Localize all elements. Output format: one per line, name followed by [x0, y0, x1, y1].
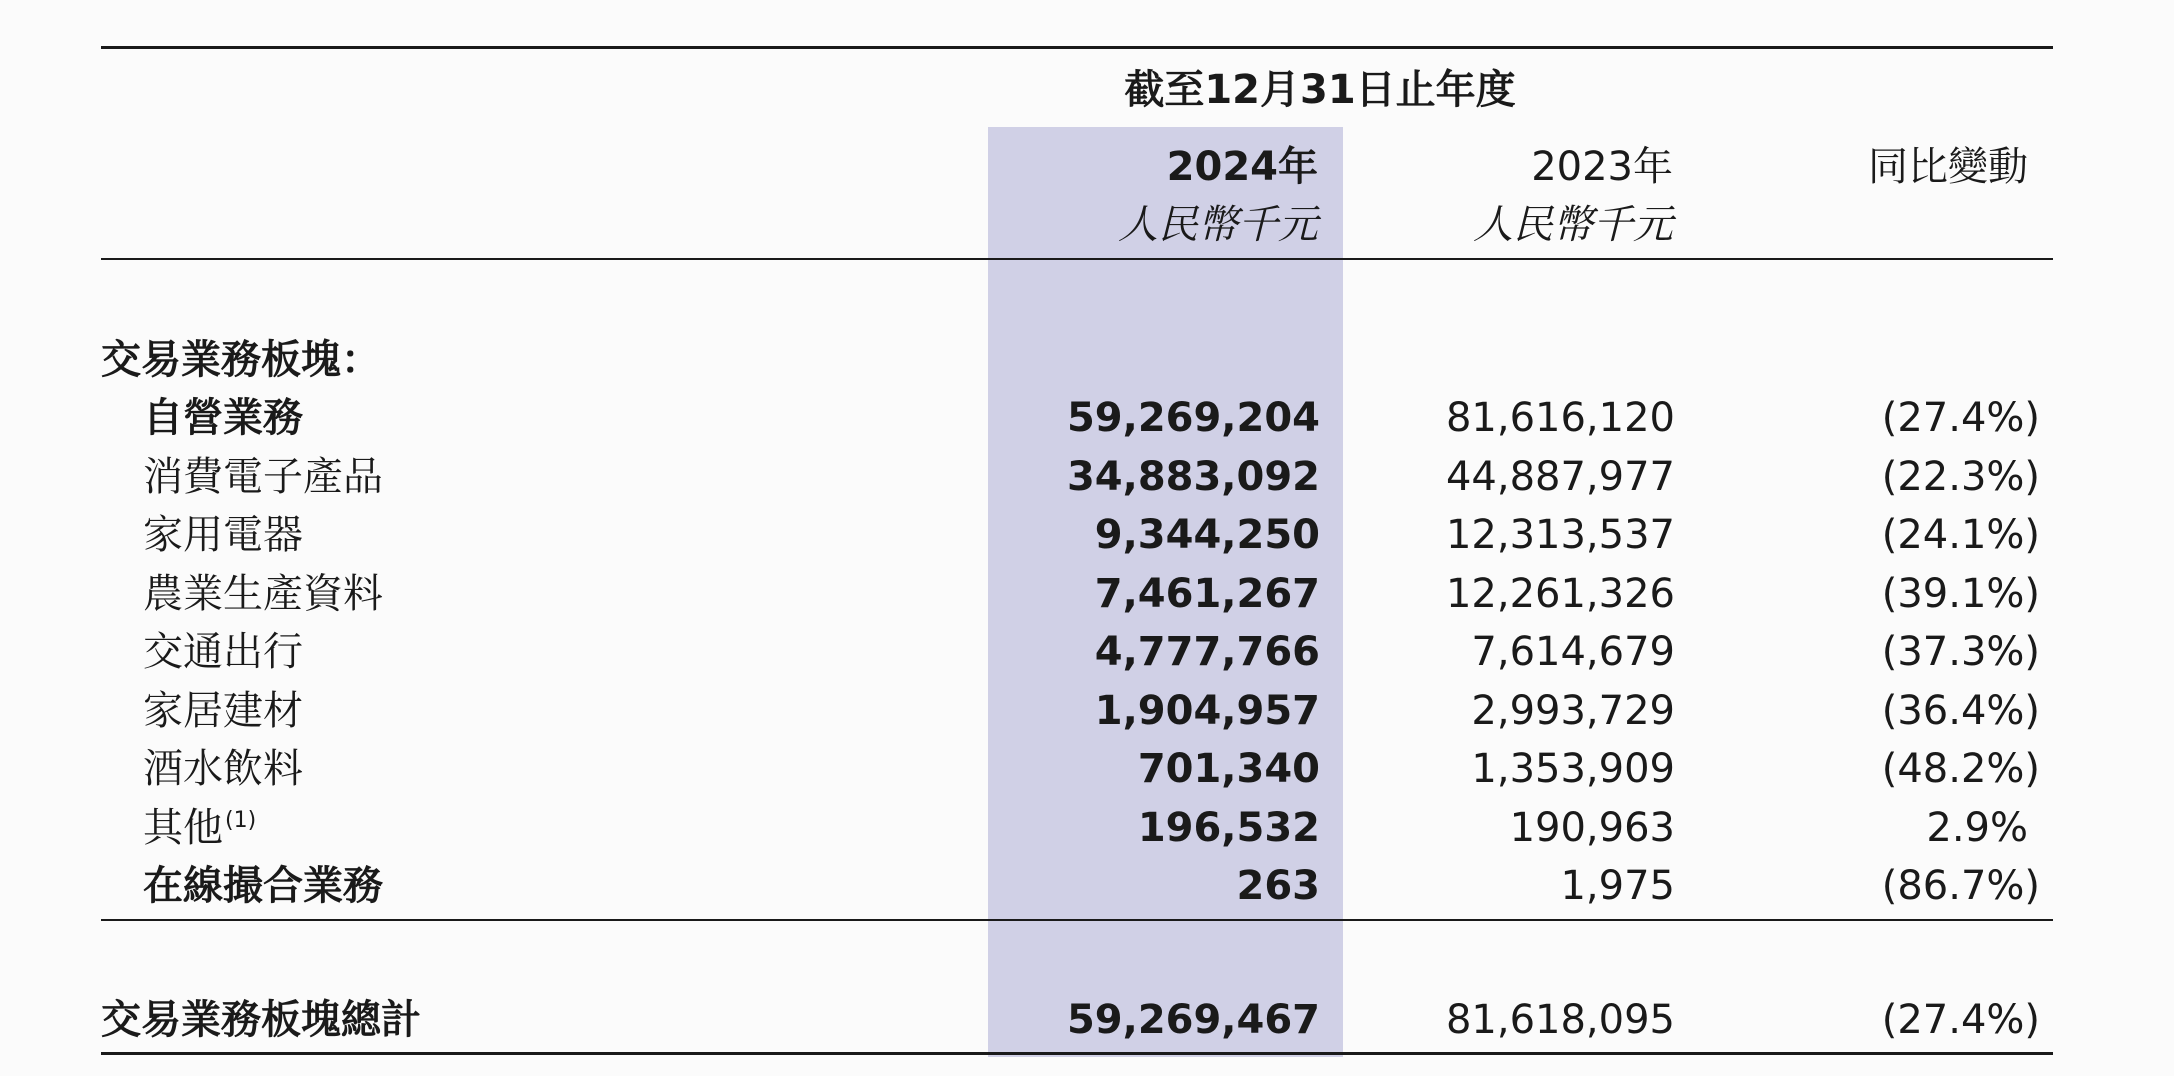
row-label: 家用電器: [143, 512, 303, 558]
row-label: 其他: [143, 805, 223, 851]
row-value-2024: 34,883,092: [1066, 454, 1320, 500]
row-change: (24.1%): [1881, 512, 2040, 558]
row-value-2023: 1,353,909: [1471, 746, 1675, 792]
row-change: (22.3%): [1881, 454, 2040, 500]
total-value-2024: 59,269,467: [1066, 997, 1320, 1043]
bottom-rule: [101, 1052, 2053, 1055]
row-value-2023: 2,993,729: [1471, 688, 1675, 734]
row-change: (27.4%): [1881, 395, 2040, 441]
row-change: (39.1%): [1881, 571, 2040, 617]
row-value-2023: 81,616,120: [1445, 395, 1675, 441]
row-value-2024: 4,777,766: [1094, 629, 1320, 675]
col-2023-unit: 人民幣千元: [1473, 202, 1673, 248]
row-value-2024: 701,340: [1137, 746, 1320, 792]
row-change: 2.9%: [1926, 805, 2028, 851]
row-value-2024: 1,904,957: [1094, 688, 1320, 734]
row-label: 交通出行: [143, 629, 303, 675]
section-label: 交易業務板塊：: [101, 337, 381, 383]
row-label: 酒水飲料: [143, 746, 303, 792]
row-value-2024: 7,461,267: [1094, 571, 1320, 617]
row-value-2024: 59,269,204: [1066, 395, 1320, 441]
row-value-2023: 44,887,977: [1445, 454, 1675, 500]
header-rule: [101, 258, 2053, 260]
total-value-2023: 81,618,095: [1445, 997, 1675, 1043]
period-heading: 截至12月31日止年度: [1124, 67, 1516, 113]
col-2023-year: 2023年: [1531, 144, 1673, 190]
row-label: 農業生產資料: [143, 571, 383, 617]
row-label: 自營業務: [143, 395, 303, 441]
total-change: (27.4%): [1881, 997, 2040, 1043]
row-value-2023: 12,261,326: [1445, 571, 1675, 617]
col-change: 同比變動: [1868, 144, 2028, 190]
col-2024-year: 2024年: [1166, 144, 1318, 190]
row-value-2024: 196,532: [1137, 805, 1320, 851]
row-value-2023: 190,963: [1509, 805, 1675, 851]
row-value-2023: 7,614,679: [1471, 629, 1675, 675]
row-value-2024: 263: [1236, 863, 1320, 909]
row-label-other: [143, 805, 257, 851]
subtotal-rule: [101, 919, 2053, 921]
row-change: (37.3%): [1881, 629, 2040, 675]
top-rule: [101, 46, 2053, 49]
row-label: 家居建材: [143, 688, 303, 734]
row-change: (48.2%): [1881, 746, 2040, 792]
total-label: 交易業務板塊總計: [101, 997, 421, 1043]
row-change: (36.4%): [1881, 688, 2040, 734]
row-value-2023: 12,313,537: [1445, 512, 1675, 558]
col-2024-unit: 人民幣千元: [1118, 202, 1318, 248]
row-value-2024: 9,344,250: [1094, 512, 1320, 558]
row-label: 消費電子產品: [143, 454, 383, 500]
row-value-2023: 1,975: [1560, 863, 1675, 909]
row-change: (86.7%): [1881, 863, 2040, 909]
footnote-marker: (1): [225, 808, 257, 833]
row-label: 在線撮合業務: [143, 863, 383, 909]
